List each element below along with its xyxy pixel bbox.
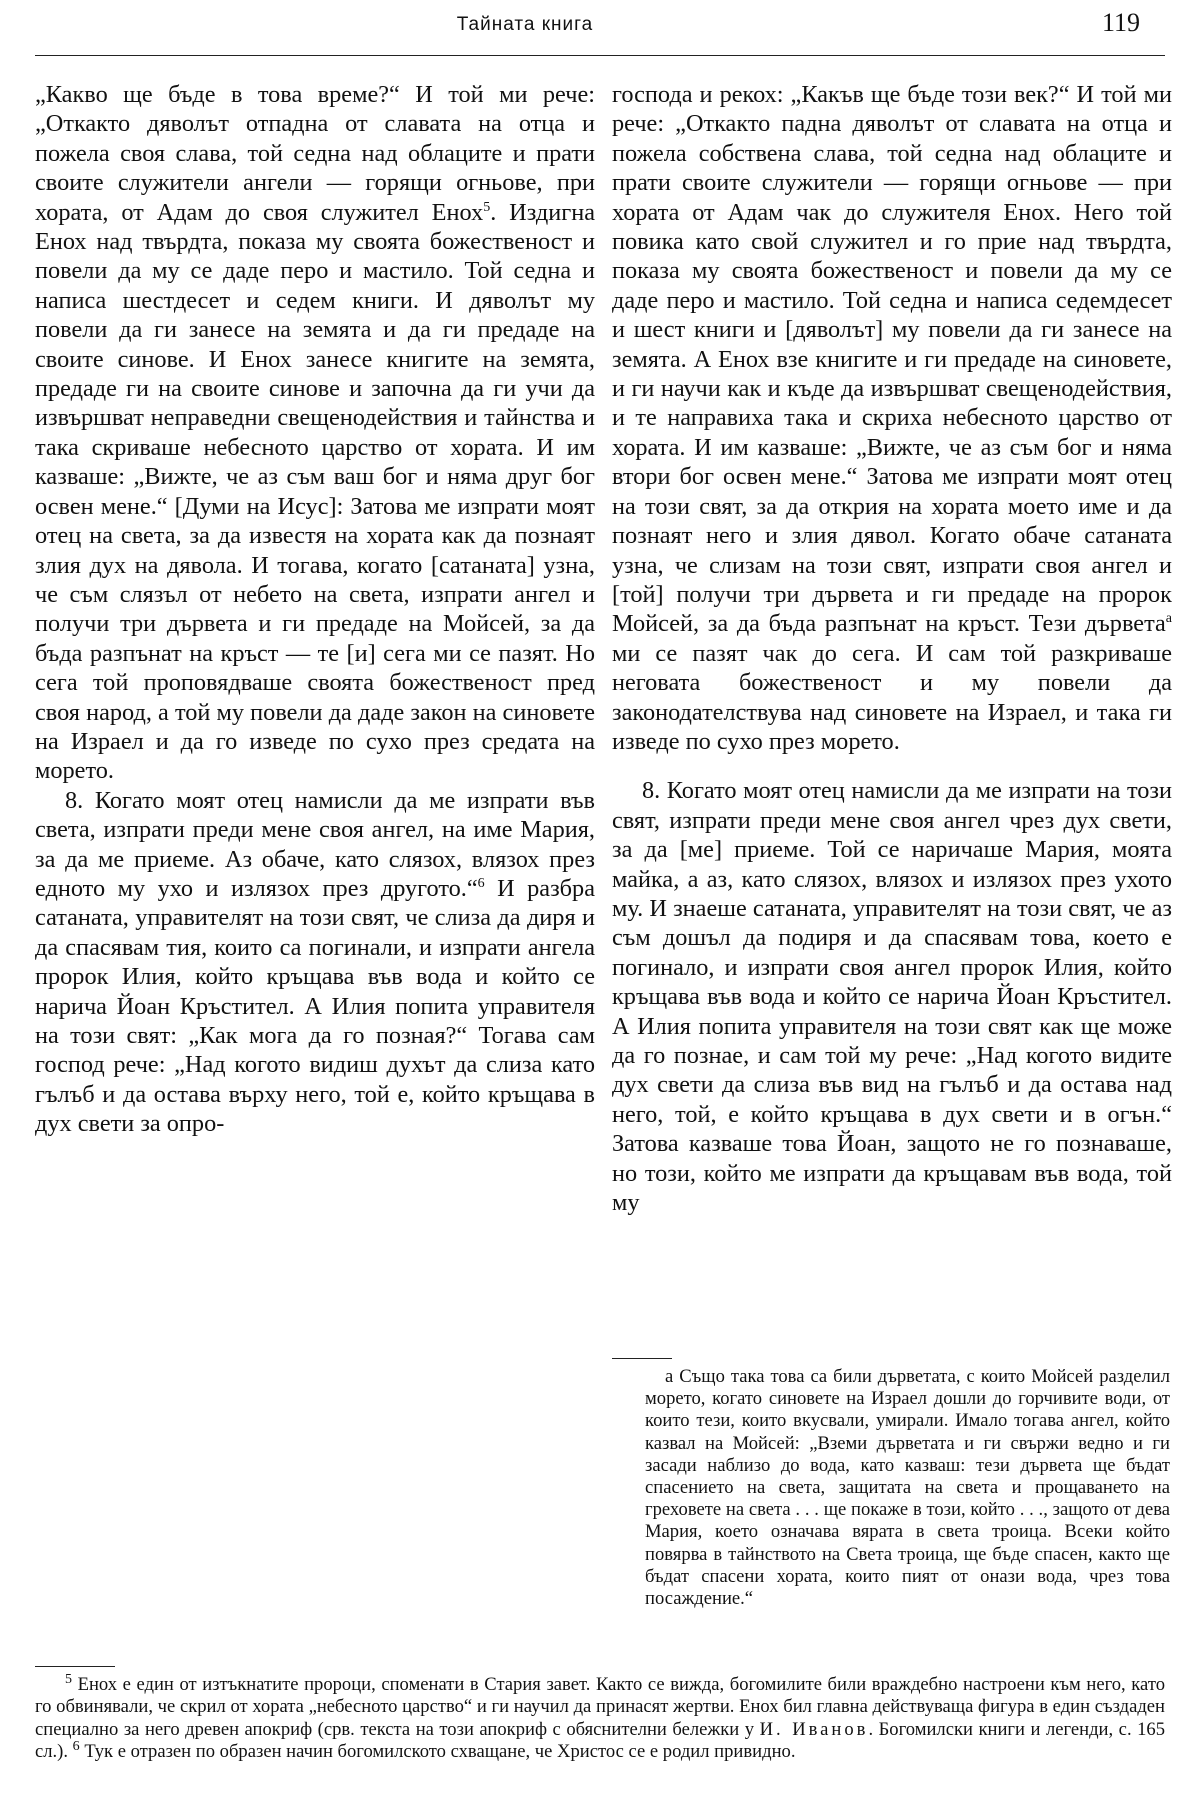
footnote-a: а Също така това са били дърветата, с които Мойсей разделил морето, когато синовете на Израел дошли до горчивите води, от които тези, които вкусвали, умирали. Имало тогава ангел, който казвал на Мойсей: „Вземи дърветата и ги свържи ведно и ги засади наблизо до вода, като казваш: тези дървета ще бъдат спасението на света, защитата на света и прощаването на греховете на света . . . ще покаже в този, който . . ., защото от дева Мария, което означава вярата в света троица. Всеки който повярва в тайнството на Света троица, ще бъде спасен, както ще бъдат спасени хората, които пият от онази вода, чрез това посаждение.“	[645, 1366, 1170, 1610]
footnote-ref-a: а	[1165, 611, 1172, 627]
left-paragraph-1: „Какво ще бъде в това време?“ И той ми рече: „Откакто дяволът отпадна от славата на отца и пожела своя слава, той седна над облаците и прати своите служители ангели — горящи огньове, при хората, от Адам до своя служител Енох$^5$. Издигна Енох над твърдта, показа му своята божественост и повели да му се даде перо и мастило. Той седна и написа шестдесет и седем книги. И дяволът му повели да ги занесе на земята и да ги предаде на своите синове. И Енох занесе книгите на земята, предаде ги на своите синове и започна да ги учи да извършват неправедни свещенодействия и тайнства и така скриваше небесното царство от хората. И им казваше: „Вижте, че аз съм ваш бог и няма друг бог освен мене.“ [Думи на Исус]: Затова ме изпрати моят отец на света, за да известя на хората как да познаят злия дух на дявола. И тогава, когато [сатаната] узна, че съм слязъл от небето на света, изпрати ангел и получи три дървета и ги предаде на Мойсей, за да бъда разпънат на кръст — те [и] сега ми се пазят. Но сега той проповядваше своята божественост пред своя народ, а той му повели да даде закон на синовете на Израел и да го изведе по сухо през средата на морето.	[35, 81, 595, 785]
paragraph-gap	[612, 756, 1172, 776]
footnote-ref-6: 6	[477, 875, 485, 891]
right-column	[612, 80, 1172, 1217]
footnote-ref-5: 5	[483, 199, 491, 215]
header-title: Тайната книга	[456, 14, 594, 35]
footnote-a-divider	[612, 1358, 672, 1359]
left-paragraph-8: 8. Когато моят отец намисли да ме изпрати във света, изпрати преди мене своя ангел, на име Мария, за да ме приеме. Аз обаче, като слязох, влязох през едното му ухо и излязох през другото.“$^6$ И разбра сатаната, управителят на този свят, че слиза да диря и да спасявам тия, които са погинали, и изпрати ангела пророк Илия, който кръщава във вода и който се нарича Йоан Кръстител. А Илия попита управителя на този свят: „Как мога да го позная?“ Тогава сам господ рече: „Над когото видиш духът да слиза като гълъб и да остава върху него, той е, който кръщава в дух свети за опро-	[35, 786, 595, 1138]
right-paragraph-1: господа и рекох: „Какъв ще бъде този век?“ И той ми рече: „Откакто падна дяволът от славата на отца и пожела собствена слава, той седна над облаците и прати своите служители — горящи огньове — при хората от Адам чак до служителя Енох. Него той повика като свой служител и го прие над твърдта, показа му своята божественост и повели да му се даде перо и мастило. Той седна и написа седемдесет и шест книги и [дяволът] му повели да ги занесе на земята. А Енох взе книгите и ги предаде на синовете, и ги научи как и къде да извършват свещенодействия, и те направиха така и скриха небесното царство от хората. И им казваше: „Вижте, че аз съм бог и няма втори бог освен мене.“ Затова ме изпрати моят отец на този свят, за да открия на хората моето име и да познаят него и злия дявол. Когато обаче сатаната узна, че слизам на този свят, изпрати своя ангел и [той] получи три дървета и ги предаде на пророк Мойсей, за да бъда разпънат на кръст. Тези дървета$^а$ ми се пазят чак до сега. И сам той разкриваше неговата божественост и му повели да законодателствува над синовете на Израел, и така ги изведе по сухо през морето.	[612, 81, 1172, 755]
footnote-6-marker: 6	[72, 1739, 80, 1755]
footnote-a-marker: а	[665, 1366, 674, 1387]
right-paragraph-8: 8. Когато моят отец намисли да ме изпрати на този свят, изпрати преди мене своя ангел чрез дух свети, за да [ме] приеме. Той се наричаше Мария, моята майка, а аз, като слязох, влязох и излязох през ухото му. И знаеше сатаната, управителят на този свят, че аз съм дошъл да подиря и да спасявам това, което е погинало, и изпрати своя ангел пророк Илия, който кръщава във вода и който се нарича Йоан Кръстител. А Илия попита управителя на този свят как ще може да го познае, и сам той му рече: „Над когото видите дух свети да слиза във вид на гълъб и да остава над него, той, е който кръщава в дух свети и в огън.“ Затова казваше това Йоан, защото не го познаваше, но този, който ме изпрати да кръщавам във вода, той му	[612, 777, 1172, 1217]
bottom-footnotes: $^5$ Енох е един от изтъкнатите пророци, споменати в Стария завет. Както се вижда, богомилите били враждебно настроени към него, като го обвинявали, че скрил от хората „небесното царство“ и ги научил да принасят жертви. Енох бил главна действуваща фигура в един създаден специално за него древен апокриф (срв. текста на този апокриф с обяснителни бележки у И. Иванов. Богомилски книги и легенди, с. 165 сл.). $^6$ Тук е отразен по образен начин богомилското схващане, че Христос се е родил привидно.	[35, 1671, 1166, 1763]
header-divider	[35, 55, 1165, 56]
footnote-5-marker: 5	[65, 1671, 72, 1687]
author-name: И. Иванов	[759, 1718, 869, 1740]
left-column	[35, 80, 595, 1139]
page-number: 119	[1101, 8, 1140, 37]
footnotes-divider	[35, 1666, 115, 1667]
